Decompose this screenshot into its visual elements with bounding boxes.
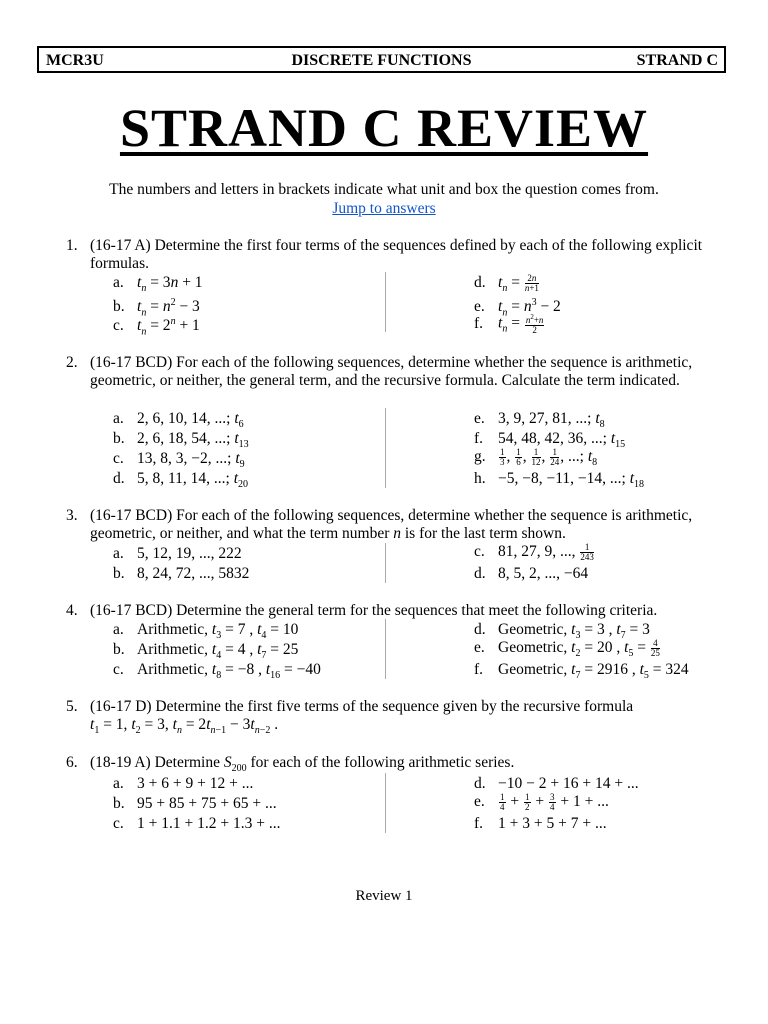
q6-part-d: d. −10 − 2 + 16 + 14 + ... [474, 775, 639, 792]
q4-part-d: d. Geometric, $t_3 = 3$ , $t_7 = 3$ [474, 621, 650, 642]
question-1: 1. (16-17 A) Determine the first four terms of the sequences defined by each of the following explicit formulas. [66, 237, 703, 272]
q2-part-h: h. −5, −8, −11, −14, ...; $t_{18}$ [474, 470, 645, 491]
q4-part-e: e. Geometric, $t_2 = 20$ , $t_5$ = $\frac{4}{25}$ [474, 638, 660, 660]
q3-part-c: c. 81, 27, 9, ..., $\frac{1}{243}$ [474, 542, 594, 562]
column-divider [385, 773, 386, 833]
q2-part-b: b. 2, 6, 18, 54, ...; $t_{13}$ [113, 430, 249, 451]
q2-part-g: g. $\frac{1}{3}$ , $\frac{1}{6}$ , $\frac{1}{12}$ , $\frac{1}{24}$ , ...; $t_8$ [474, 447, 598, 469]
q4-part-b: b. Arithmetic, $t_4 = 4$ , $t_7 = 25$ [113, 641, 299, 662]
q1-part-b: b. $t_n = n^2 - 3$ [113, 297, 200, 319]
jump-to-answers-link[interactable]: Jump to answers [332, 200, 436, 217]
column-divider [385, 408, 386, 488]
q1-part-c: c. $t_n = 2^n + 1$ [113, 316, 200, 338]
q3-part-a: a. 5, 12, 19, ..., 222 [113, 545, 242, 562]
q5-formula: $t_1 = 1$, $t_2 = 3$, $t_n = 2t_{n-1} - 3t_{n-2}$ . [90, 716, 279, 737]
q2-part-e: e. 3, 9, 27, 81, ...; $t_8$ [474, 410, 605, 431]
q3-part-d: d. 8, 5, 2, ..., −64 [474, 565, 589, 582]
q6-part-a: a. 3 + 6 + 9 + 12 + ... [113, 775, 254, 792]
q4-part-f: f. Geometric, $t_7 = 2916$ , $t_5 = 324$ [474, 661, 689, 682]
column-divider [385, 543, 386, 583]
question-4: 4. (16-17 BCD) Determine the general term for the sequences that meet the following criteria. [66, 602, 658, 619]
q6-part-c: c. 1 + 1.1 + 1.2 + 1.3 + ... [113, 815, 281, 832]
unit-name: DISCRETE FUNCTIONS [291, 52, 472, 69]
q2-part-a: a. 2, 6, 10, 14, ...; $t_6$ [113, 410, 244, 431]
q6-part-b: b. 95 + 85 + 75 + 65 + ... [113, 795, 277, 812]
q1-part-e: e. $t_n = n^3 - 2$ [474, 297, 561, 319]
q3-part-b: b. 8, 24, 72, ..., 5832 [113, 565, 250, 582]
question-5: 5. (16-17 D) Determine the first five terms of the sequence given by the recursive formula [66, 698, 634, 715]
q1-part-d: d. $t_n$ = $\frac{2n}{n+1}$ [474, 273, 539, 295]
column-divider [385, 272, 386, 332]
jump-to-answers-link-wrap [0, 200, 768, 218]
intro-text: The numbers and letters in brackets indicate what unit and box the question comes from. [109, 181, 659, 198]
question-2: 2. (16-17 BCD) For each of the following sequences, determine whether the sequence is arithmetic, geometric, or neither, the general term, and the recursive formula. Calculate the term indicated. [66, 354, 693, 389]
page-title: STRAND C REVIEW [119, 98, 649, 158]
q4-part-c: c. Arithmetic, $t_8 = -8$ , $t_{16} = -40$ [113, 661, 321, 682]
q2-part-f: f. 54, 48, 42, 36, ...; $t_{15}$ [474, 430, 626, 451]
question-3: 3. (16-17 BCD) For each of the following sequences, determine whether the sequence is arithmetic, geometric, or neither, and what the term number n is for the last term shown. [66, 507, 693, 542]
question-6: 6. (18-19 A) Determine $S_{200}$ for each of the following arithmetic series. [66, 754, 515, 775]
q2-part-d: d. 5, 8, 11, 14, ...; $t_{20}$ [113, 470, 249, 491]
course-code: MCR3U [46, 52, 104, 69]
page-footer: Review 1 [355, 888, 413, 904]
strand-label: STRAND C [636, 52, 718, 69]
q1-part-a: a. $t_n = 3n + 1$ [113, 274, 203, 295]
q6-part-f: f. 1 + 3 + 5 + 7 + ... [474, 815, 607, 832]
q6-part-e: e. $\frac{1}{4}$ + $\frac{1}{2}$ + $\frac{3}{4}$ + 1 + ... [474, 792, 609, 812]
q2-part-c: c. 13, 8, 3, −2, ...; $t_9$ [113, 450, 245, 471]
q4-part-a: a. Arithmetic, $t_3 = 7$ , $t_4 = 10$ [113, 621, 299, 642]
q1-part-f: f. $t_n$ = $\frac{n^2+n}{2}$ [474, 313, 544, 335]
column-divider [385, 619, 386, 679]
header-bar [37, 46, 726, 73]
